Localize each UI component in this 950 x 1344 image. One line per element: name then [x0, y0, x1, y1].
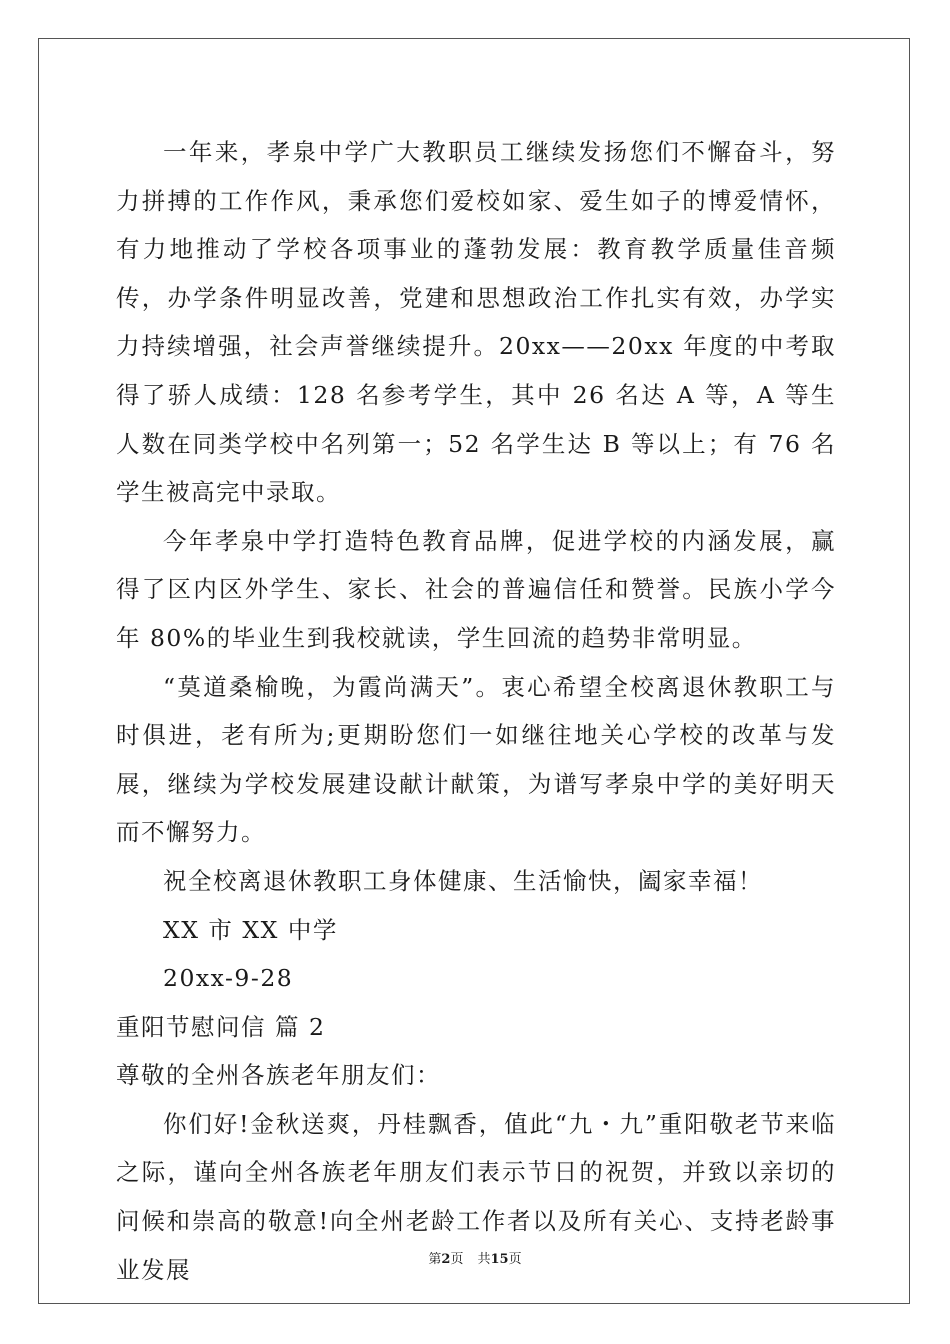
page-suffix: 页 [450, 1252, 464, 1267]
document-body [116, 128, 836, 1294]
signature-school: XX 市 XX 中学 [163, 915, 338, 944]
paragraph-greeting: 你们好!金秋送爽，丹桂飘香，值此“九・九”重阳敬老节来临之际，谨向全州各族老年朋友们表示节日的祝贺，并致以亲切的问候和崇高的敬意!向全州老龄工作者以及所有关心、支持老龄事业发展 [116, 1109, 836, 1284]
section-heading: 重阳节慰问信 篇 2 [116, 1012, 326, 1041]
total-suffix: 页 [508, 1252, 522, 1267]
total-pages: 15 [490, 1252, 509, 1267]
page-number: 2 [441, 1252, 451, 1267]
paragraph-achievements: 一年来，孝泉中学广大教职员工继续发扬您们不懈奋斗，努力拼搏的工作作风，秉承您们爱校如家、爱生如子的博爱情怀，有力地推动了学校各项事业的蓬勃发展：教育教学质量佳音频传，办学条件明显改善，党建和思想政治工作扎实有效，办学实力持续增强，社会声誉继续提升。20xx——20xx 年度的中考取得了骄人成绩：128 名参考学生，其中 26 名达 A 等，A 等生人数在同类学校中名列第一；52 名学生达 B 等以上；有 76 名学生被高完中录取。 [116, 138, 836, 507]
page-footer [0, 1248, 950, 1267]
signature-date: 20xx-9-28 [163, 964, 294, 993]
page-prefix: 第 [428, 1252, 442, 1267]
paragraph-wishes: “莫道桑榆晚，为霞尚满天”。衷心希望全校离退休教职工与时俱进，老有所为;更期盼您们一如继往地关心学校的改革与发展，继续为学校发展建设献计献策，为谱写孝泉中学的美好明天而不懈努力。 [116, 672, 836, 847]
paragraph-brand: 今年孝泉中学打造特色教育品牌，促进学校的内涵发展，赢得了区内区外学生、家长、社会的普遍信任和赞誉。民族小学今年 80%的毕业生到我校就读，学生回流的趋势非常明显。 [116, 526, 836, 652]
paragraph-blessing: 祝全校离退休教职工身体健康、生活愉快，阖家幸福！ [163, 866, 763, 895]
salutation: 尊敬的全州各族老年朋友们： [116, 1061, 441, 1090]
total-prefix: 共 [477, 1252, 491, 1267]
